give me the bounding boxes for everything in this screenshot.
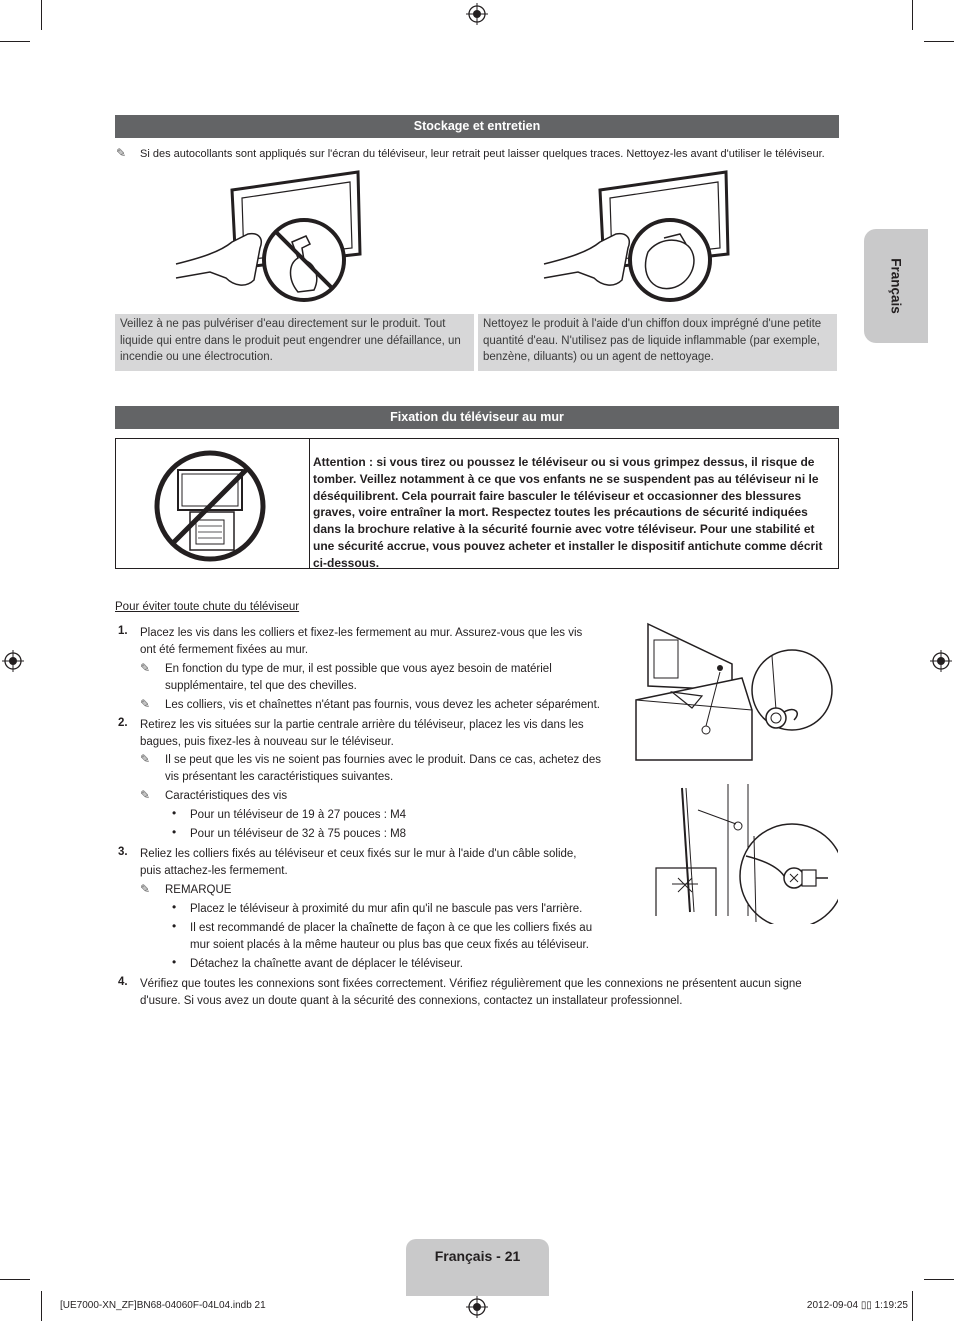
caption-cloth-cleaning: [478, 314, 837, 371]
note-text: Il se peut que les vis ne soient pas fournies avec le produit. Dans ce cas, achetez des vis présentant les caractéristiques suivantes.: [165, 754, 601, 783]
step-text: Reliez les colliers fixés au téléviseur et ceux fixés sur le mur à l'aide d'un câble solide, puis attachez-les fermement.: [140, 848, 577, 877]
registration-mark-icon: [2, 650, 24, 672]
remark-text: Détachez la chaînette avant de déplacer le téléviseur.: [190, 958, 463, 970]
warning-divider: [309, 439, 310, 568]
crop-mark: [912, 1291, 913, 1321]
remark-text: Placez le téléviseur à proximité du mur afin qu'il ne bascule pas vers l'arrière.: [190, 903, 583, 915]
language-side-tab: [864, 229, 928, 343]
crop-mark: [0, 1279, 30, 1280]
wall-chain-illustration: [652, 784, 838, 924]
caption-spray-warning-text: Veillez à ne pas pulvériser d'eau directement sur le produit. Tout liquide qui entre dans le produit peut engendrer une défaillance, un incendie ou une électrocution.: [120, 318, 461, 363]
step-number: 3.: [118, 846, 128, 858]
pencil-note-icon: ✎: [140, 752, 151, 766]
note-text: Les colliers, vis et chaînettes n'étant pas fournis, vous devez les acheter séparément.: [165, 699, 600, 711]
pencil-note-icon: ✎: [140, 788, 151, 802]
bullet: •: [172, 955, 177, 969]
bullet: •: [172, 825, 177, 839]
caption-cloth-cleaning-text: Nettoyez le produit à l'aide d'un chiffon doux imprégné d'une petite quantité d'eau. N'utilisez pas de liquide inflammable (par exemple, benzène, diluants) ou un agent de nettoyage.: [483, 318, 822, 363]
screw-spec: Pour un téléviseur de 32 à 75 pouces : M8: [190, 828, 407, 840]
step-text: Retirez les vis situées sur la partie centrale arrière du téléviseur, placez les vis dans les bagues, puis fixez-les à nouveau sur le téléviseur.: [140, 719, 584, 748]
pencil-note-icon: ✎: [140, 661, 151, 675]
registration-mark-icon: [466, 3, 488, 25]
print-footer-left: [UE7000-XN_ZF]BN68-04060F-04L04.indb 21: [60, 1300, 266, 1311]
step-number: 1.: [118, 625, 128, 637]
crop-mark: [41, 0, 42, 30]
caption-spray-warning: [115, 314, 474, 371]
crop-mark: [41, 1291, 42, 1321]
crop-mark: [924, 41, 954, 42]
note-text: Caractéristiques des vis: [165, 790, 288, 802]
wall-bracket-illustration: [632, 620, 838, 770]
crop-mark: [0, 41, 30, 42]
step-text: Placez les vis dans les colliers et fixez-les fermement au mur. Assurez-vous que les vis ont été fermement fixées au mur.: [140, 627, 583, 656]
screw-spec: Pour un téléviseur de 19 à 27 pouces : M4: [190, 809, 407, 821]
crop-mark: [924, 1279, 954, 1280]
subheading-prevent-fall: Pour éviter toute chute du téléviseur: [115, 601, 300, 613]
bullet: •: [172, 900, 177, 914]
section-heading-wall-mount: Fixation du téléviseur au mur: [115, 406, 839, 429]
pencil-note-icon: ✎: [116, 146, 127, 160]
cloth-cleaning-illustration: [540, 168, 750, 308]
section-heading-storage: Stockage et entretien: [115, 115, 839, 138]
sticker-note: Si des autocollants sont appliqués sur l'écran du téléviseur, leur retrait peut laisser quelques traces. Nettoyez-les avant d'utiliser le téléviseur.: [140, 148, 825, 160]
step-text: Vérifiez que toutes les connexions sont fixées correctement. Vérifiez régulièrement que les connexions ne présentent aucun signe d'usure. Si vous avez un doute quant à la sécurité des connexions, contactez un installateur professionnel.: [140, 978, 802, 1007]
note-text: En fonction du type de mur, il est possible que vous ayez besoin de matériel supplémentaire, tel que des chevilles.: [165, 663, 552, 692]
registration-mark-icon: [466, 1296, 488, 1318]
remark-label: REMARQUE: [165, 884, 232, 896]
pencil-note-icon: ✎: [140, 882, 151, 896]
pencil-note-icon: ✎: [140, 697, 151, 711]
print-footer-right: 2012-09-04 ▯▯ 1:19:25: [806, 1300, 908, 1311]
step-number: 2.: [118, 717, 128, 729]
registration-mark-icon: [930, 650, 952, 672]
page-number-tab: Français - 21: [406, 1239, 549, 1296]
bullet: •: [172, 806, 177, 820]
remark-text: Il est recommandé de placer la chaînette de façon à ce que les colliers fixés au mur soient placés à la même hauteur ou plus bas que ceux fixés au téléviseur.: [190, 922, 593, 951]
step-number: 4.: [118, 976, 128, 988]
no-symbol-icon: [152, 448, 268, 564]
language-side-tab-label: Français: [888, 258, 904, 314]
crop-mark: [912, 0, 913, 30]
tip-over-warning-text: Attention : si vous tirez ou poussez le téléviseur ou si vous grimpez dessus, il risque de tomber. Veillez notamment à ce que vos enfants ne se suspendent pas au téléviseur ni le déséquilibrent. Cela pourrait faire basculer le téléviseur et occasionner des blessures graves, voire entraîner la mort. Respectez toutes les précautions de sécurité indiquées dans la brochure relative à la sécurité fournie avec votre téléviseur. Pour une stabilité et une sécurité accrue, vous pouvez acheter et installer le dispositif antichute comme décrit ci-dessous.: [313, 455, 823, 570]
spray-prohibited-illustration: [170, 168, 370, 308]
bullet: •: [172, 919, 177, 933]
